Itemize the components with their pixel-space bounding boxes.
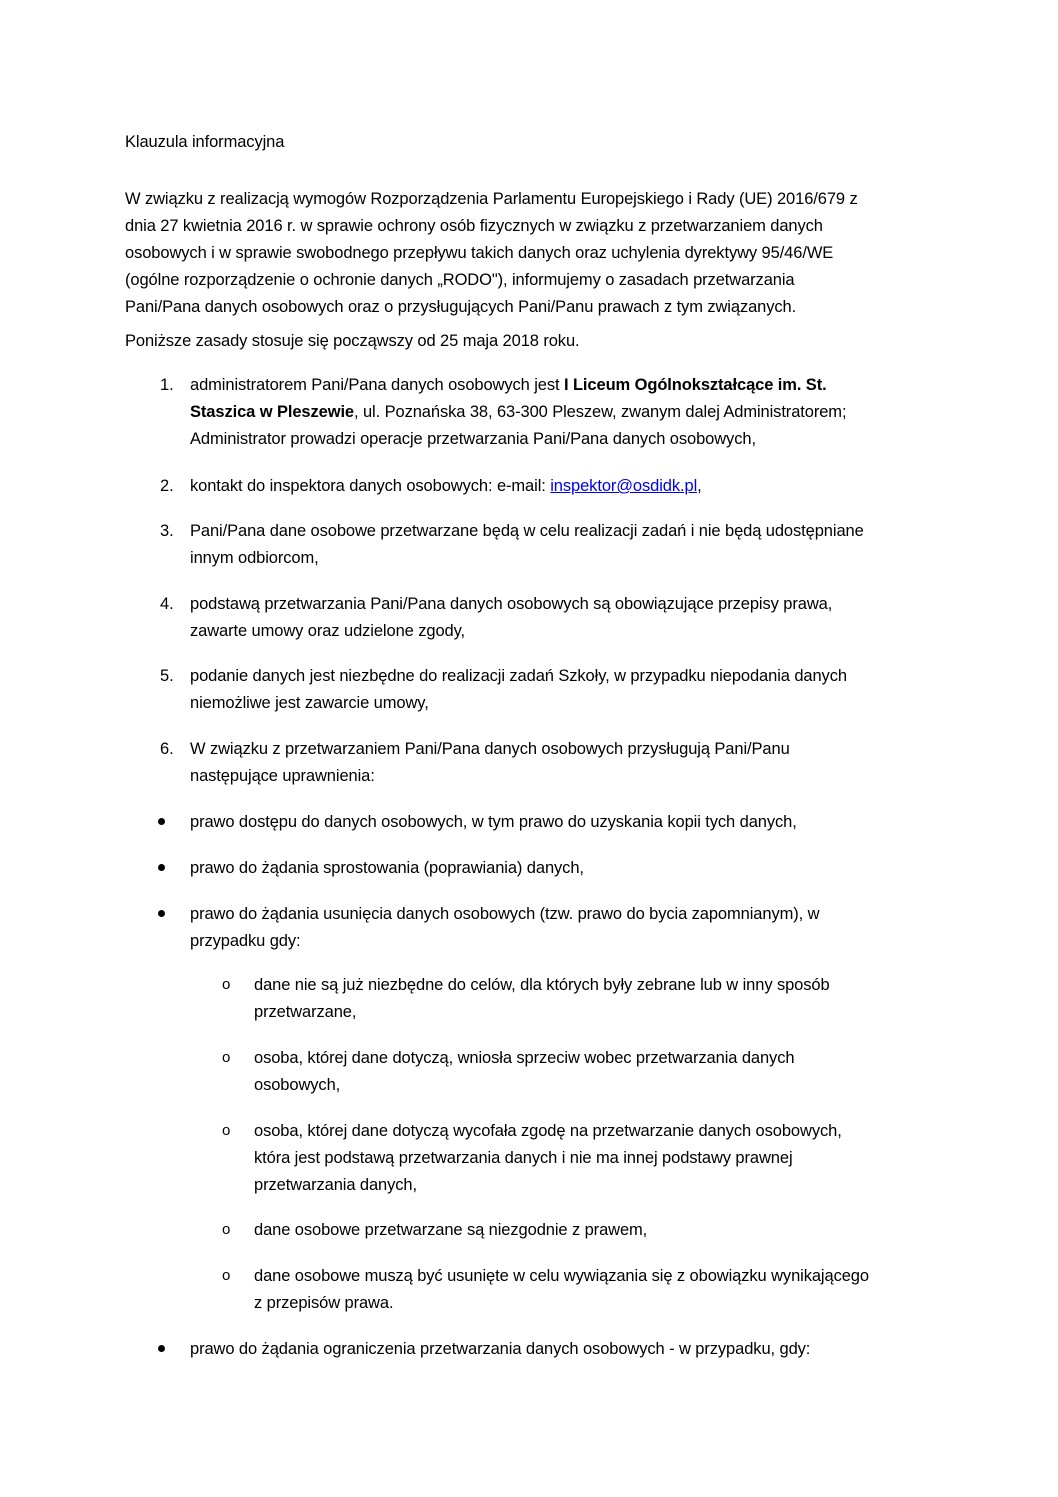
- bullet-3-line-2: przypadku gdy:: [190, 932, 301, 950]
- intro-line-1: W związku z realizacją wymogów Rozporządzenia Parlamentu Europejskiego i Rady (UE) 2016/679 z: [125, 190, 858, 208]
- sub-2-line-1: osoba, której dane dotyczą, wniosła sprzeciw wobec przetwarzania danych: [254, 1049, 795, 1067]
- item-4-line-2: zawarte umowy oraz udzielone zgody,: [190, 622, 466, 640]
- bullet-4-dot: [158, 1345, 165, 1352]
- item-2-line-1: [190, 472, 702, 500]
- sub-5-marker: o: [222, 1267, 231, 1284]
- bullet-1-dot: [158, 818, 165, 825]
- bullet-1-text: prawo dostępu do danych osobowych, w tym prawo do uzyskania kopii tych danych,: [190, 813, 797, 831]
- sub-3-line-1: osoba, której dane dotyczą wycofała zgodę na przetwarzanie danych osobowych,: [254, 1122, 842, 1140]
- item-1-number: 1.: [160, 376, 174, 394]
- item-1-line-3: Administrator prowadzi operacje przetwarzania Pani/Pana danych osobowych,: [190, 430, 756, 448]
- intro-line-2: dnia 27 kwietnia 2016 r. w sprawie ochrony osób fizycznych w związku z przetwarzaniem danych: [125, 217, 823, 235]
- bullet-3-dot: [158, 910, 165, 917]
- document-title: Klauzula informacyjna: [125, 133, 285, 151]
- sub-1-line-1: dane nie są już niezbędne do celów, dla których były zebrane lub w inny sposób: [254, 976, 830, 994]
- sub-1-line-2: przetwarzane,: [254, 1003, 357, 1021]
- item-2-number: 2.: [160, 477, 174, 495]
- sub-4-line-1: dane osobowe przetwarzane są niezgodnie z prawem,: [254, 1221, 648, 1239]
- item-5-number: 5.: [160, 667, 174, 685]
- bullet-4-text: prawo do żądania ograniczenia przetwarzania danych osobowych - w przypadku, gdy:: [190, 1340, 811, 1358]
- since-date-paragraph: Poniższe zasady stosuje się począwszy od 25 maja 2018 roku.: [125, 332, 580, 350]
- sub-3-marker: o: [222, 1122, 231, 1139]
- item-6-line-1: W związku z przetwarzaniem Pani/Pana danych osobowych przysługują Pani/Panu: [190, 740, 790, 758]
- item-5-line-1: podanie danych jest niezbędne do realizacji zadań Szkoły, w przypadku niepodania danych: [190, 667, 847, 685]
- school-name-continued: Staszica w Pleszewie: [190, 403, 355, 421]
- item-1-line-1: [190, 371, 827, 399]
- bullet-2-text: prawo do żądania sprostowania (poprawiania) danych,: [190, 859, 584, 877]
- item-3-line-2: innym odbiorcom,: [190, 549, 319, 567]
- intro-line-5: Pani/Pana danych osobowych oraz o przysługujących Pani/Panu prawach z tym związanych.: [125, 298, 797, 316]
- bullet-2-dot: [158, 864, 165, 871]
- school-address: , ul. Poznańska 38, 63-300 Pleszew, zwanym dalej Administratorem;: [354, 403, 847, 421]
- sub-2-line-2: osobowych,: [254, 1076, 341, 1094]
- item-2-text: kontakt do inspektora danych osobowych: e-mail:: [190, 477, 551, 495]
- item-4-number: 4.: [160, 595, 174, 613]
- sub-4-marker: o: [222, 1221, 231, 1238]
- sub-5-line-1: dane osobowe muszą być usunięte w celu wywiązania się z obowiązku wynikającego: [254, 1267, 869, 1285]
- bullet-3-line-1: prawo do żądania usunięcia danych osobowych (tzw. prawo do bycia zapomnianym), w: [190, 905, 820, 923]
- sub-3-line-2: która jest podstawą przetwarzania danych i nie ma innej podstawy prawnej: [254, 1149, 793, 1167]
- inspector-email-link[interactable]: inspektor@osdidk.pl: [550, 477, 698, 495]
- item-1-line-2: [190, 398, 846, 426]
- item-6-number: 6.: [160, 740, 174, 758]
- sub-2-marker: o: [222, 1049, 231, 1066]
- sub-1-marker: o: [222, 976, 231, 993]
- school-name: I Liceum Ogólnokształcące im. St.: [563, 376, 827, 394]
- item-5-line-2: niemożliwe jest zawarcie umowy,: [190, 694, 429, 712]
- item-3-line-1: Pani/Pana dane osobowe przetwarzane będą w celu realizacji zadań i nie będą udostępniane: [190, 522, 864, 540]
- sub-3-line-3: przetwarzania danych,: [254, 1176, 417, 1194]
- item-4-line-1: podstawą przetwarzania Pani/Pana danych osobowych są obowiązujące przepisy prawa,: [190, 595, 833, 613]
- sub-5-line-2: z przepisów prawa.: [254, 1294, 394, 1312]
- intro-line-4: (ogólne rozporządzenie o ochronie danych „RODO"), informujemy o zasadach przetwarzania: [125, 271, 795, 289]
- intro-line-3: osobowych i w sprawie swobodnego przepływu takich danych oraz uchylenia dyrektywy 95/46/WE: [125, 244, 834, 262]
- item-6-line-2: następujące uprawnienia:: [190, 767, 375, 785]
- item-1-text: administratorem Pani/Pana danych osobowych jest: [190, 376, 564, 394]
- item-2-punct: ,: [697, 477, 702, 495]
- item-3-number: 3.: [160, 522, 174, 540]
